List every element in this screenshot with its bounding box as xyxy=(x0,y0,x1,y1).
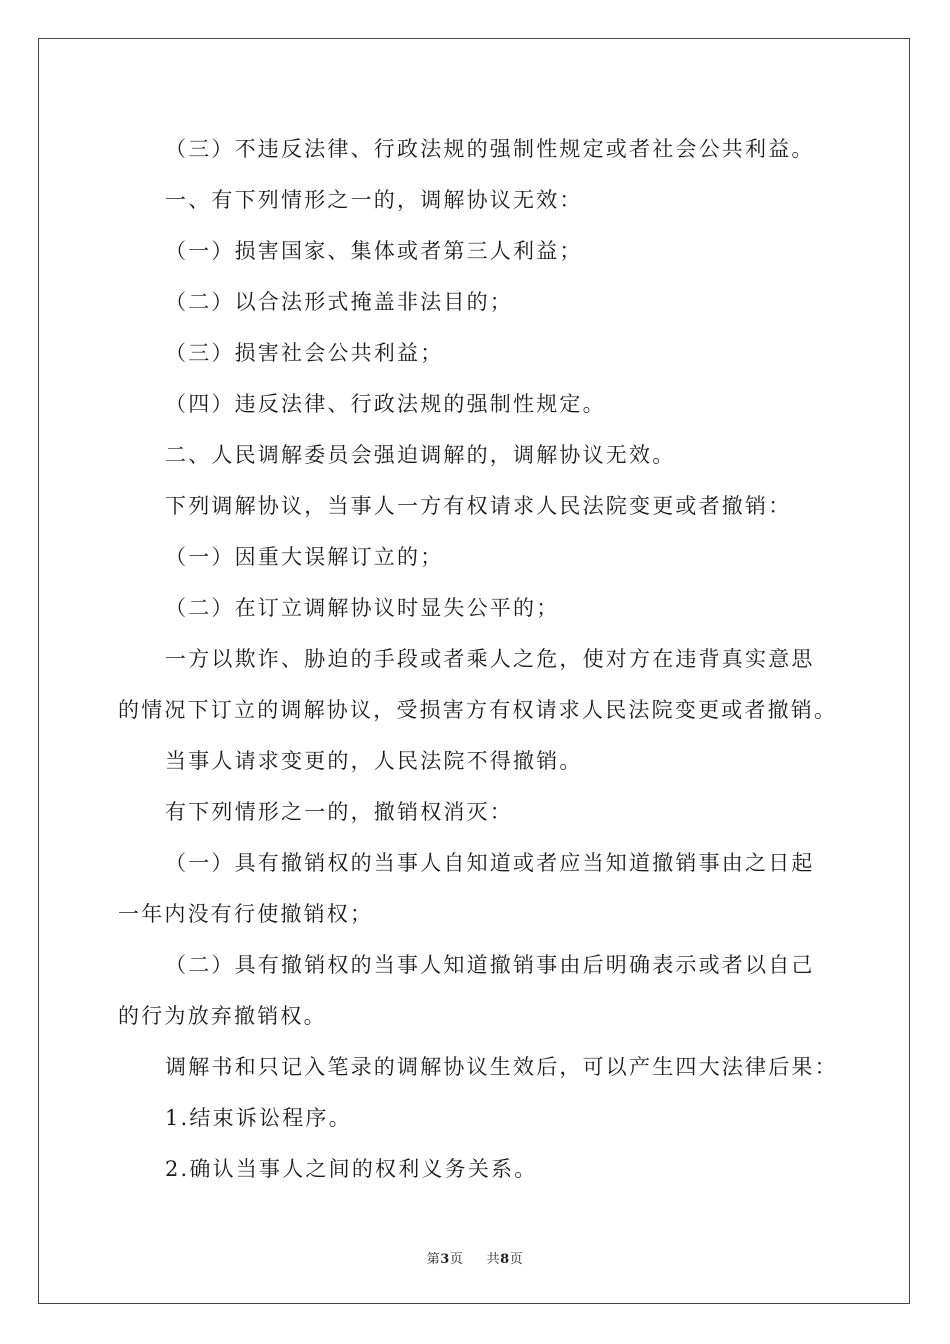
paragraph: （四）违反法律、行政法规的强制性规定。 xyxy=(165,392,606,416)
paragraph xyxy=(118,940,848,1042)
paragraph: （二）在订立调解协议时显失公平的； xyxy=(165,596,560,620)
paragraph: （二）以合法形式掩盖非法目的； xyxy=(165,290,513,314)
paragraph: （一）因重大误解订立的； xyxy=(165,545,444,569)
paragraph xyxy=(118,838,848,940)
paragraph: 当事人请求变更的，人民法院不得撤销。 xyxy=(165,749,583,773)
paragraph: （一）损害国家、集体或者第三人利益； xyxy=(165,239,583,263)
paragraph-line: （二）具有撤销权的当事人知道撤销事由后明确表示或者以自己 xyxy=(165,953,815,977)
paragraph-line: 的情况下订立的调解协议，受损害方有权请求人民法院变更或者撤销。 xyxy=(118,698,838,722)
paragraph: 2.确认当事人之间的权利义务关系。 xyxy=(165,1157,538,1181)
paragraph-line: （一）具有撤销权的当事人自知道或者应当知道撤销事由之日起 xyxy=(165,851,815,875)
page-total: 共8页 xyxy=(486,1252,524,1267)
paragraph: 调解书和只记入笔录的调解协议生效后，可以产生四大法律后果： xyxy=(165,1055,838,1079)
paragraph-line: 一方以欺诈、胁迫的手段或者乘人之危，使对方在违背真实意思 xyxy=(165,647,815,671)
paragraph: 1.结束诉讼程序。 xyxy=(165,1106,352,1130)
paragraph: 有下列情形之一的，撤销权消灭： xyxy=(165,800,513,824)
paragraph: 一、有下列情形之一的，调解协议无效： xyxy=(165,188,583,212)
document-body xyxy=(118,124,848,1195)
paragraph: 下列调解协议，当事人一方有权请求人民法院变更或者撤销： xyxy=(165,494,792,518)
paragraph xyxy=(118,634,848,736)
paragraph-line: 一年内没有行使撤销权； xyxy=(118,902,374,926)
paragraph: （三）损害社会公共利益； xyxy=(165,341,444,365)
paragraph: （三）不违反法律、行政法规的强制性规定或者社会公共利益。 xyxy=(165,137,815,161)
paragraph: 二、人民调解委员会强迫调解的，调解协议无效。 xyxy=(165,443,676,467)
page-number: 第3页 xyxy=(426,1252,464,1267)
page-footer xyxy=(0,1248,950,1267)
paragraph-line: 的行为放弃撤销权。 xyxy=(118,1004,327,1028)
